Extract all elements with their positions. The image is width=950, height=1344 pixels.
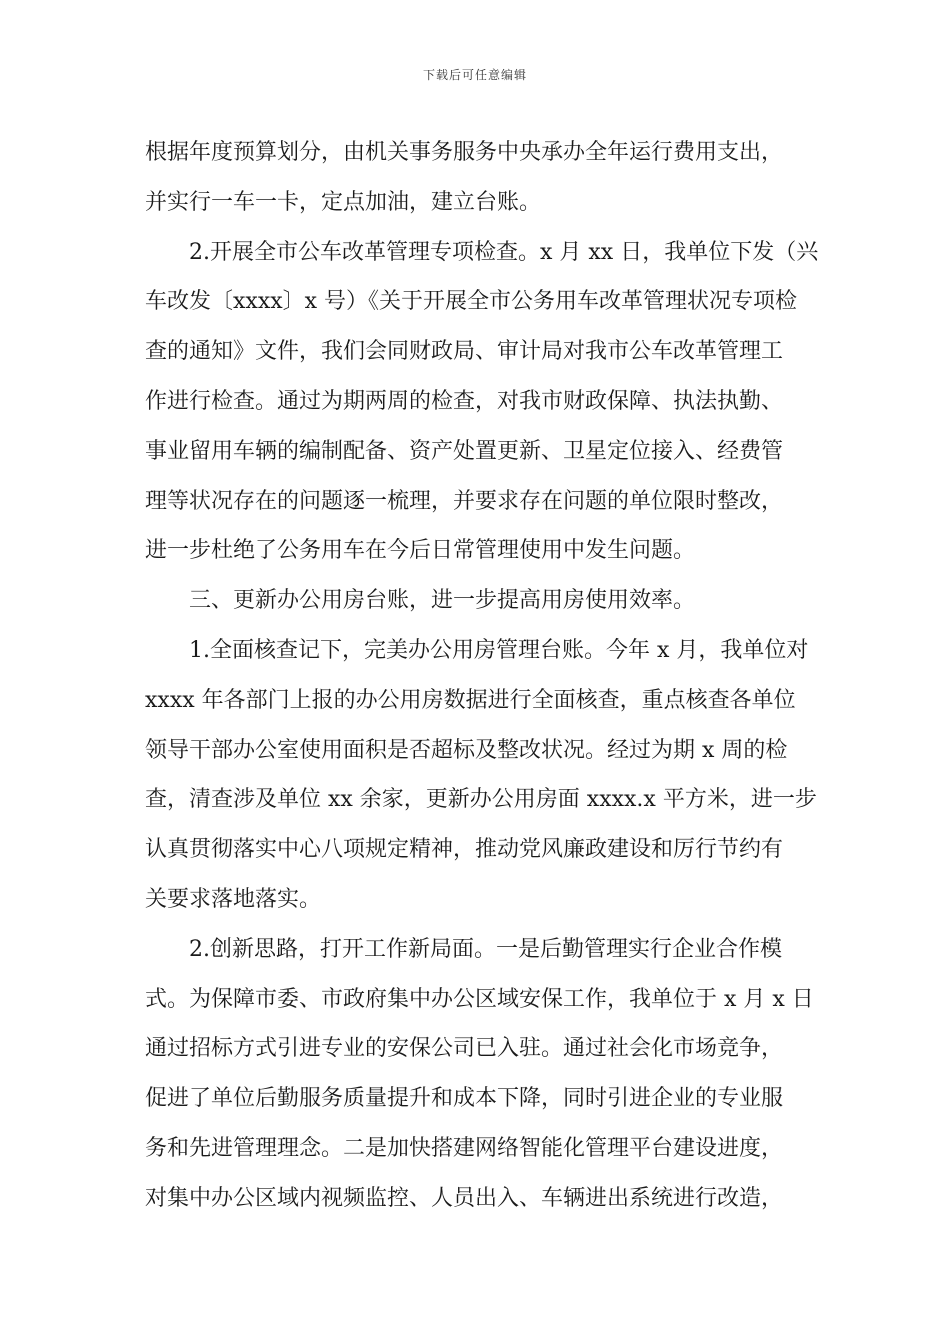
paragraph-4: [145, 925, 814, 1224]
text-line: 查，清查涉及单位 xx 余家，更新办公用房面 xxxx.x 平方米，进一步: [145, 787, 817, 813]
text-line: xxxx 年各部门上报的办公用房数据进行全面核查，重点核查各单位: [145, 687, 796, 713]
text-line: 2.开展全市公车改革管理专项检查。x 月 xx 日，我单位下发（兴: [189, 239, 819, 265]
text-line: 2.创新思路，打开工作新局面。一是后勤管理实行企业合作模: [189, 936, 782, 962]
text-line: 对集中办公区域内视频监控、人员出入、车辆进出系统进行改造，: [145, 1185, 784, 1211]
text-line: 进一步杜绝了公务用车在今后日常管理使用中发生问题。: [145, 538, 696, 564]
text-line: 事业留用车辆的编制配备、资产处置更新、卫星定位接入、经费管: [145, 438, 784, 464]
text-line: 并实行一车一卡，定点加油，建立台账。: [145, 189, 542, 215]
text-line: 三、更新办公用房台账，进一步提高用房使用效率。: [189, 588, 696, 614]
paragraph-2: [145, 228, 819, 577]
text-line: 促进了单位后勤服务质量提升和成本下降，同时引进企业的专业服: [145, 1086, 784, 1112]
text-line: 作进行检查。通过为期两周的检查，对我市财政保障、执法执勤、: [145, 388, 784, 414]
text-line: 车改发〔xxxx〕x 号）《关于开展全市公务用车改革管理状况专项检: [145, 289, 798, 315]
page-header: 下载后可任意编辑: [422, 68, 527, 82]
paragraph-3: [145, 626, 817, 925]
text-line: 认真贯彻落实中心八项规定精神，推动党风廉政建设和厉行节约有: [145, 837, 784, 863]
section-heading: [145, 576, 807, 626]
text-line: 查的通知》文件，我们会同财政局、审计局对我市公车改革管理工: [145, 339, 784, 365]
text-line: 领导干部办公室使用面积是否超标及整改状况。经过为期 x 周的检: [145, 737, 788, 763]
paragraph-1: [145, 128, 807, 228]
text-line: 通过招标方式引进专业的安保公司已入驻。通过社会化市场竞争，: [145, 1036, 784, 1062]
text-line: 务和先进管理理念。二是加快搭建网络智能化管理平台建设进度，: [145, 1135, 784, 1161]
text-line: 理等状况存在的问题逐一梳理，并要求存在问题的单位限时整改，: [145, 488, 784, 514]
text-line: 1.全面核查记下，完美办公用房管理台账。今年 x 月，我单位对: [189, 637, 809, 663]
text-line: 式。为保障市委、市政府集中办公区域安保工作，我单位于 x 月 x 日: [145, 986, 814, 1012]
text-line: 关要求落地落实。: [145, 886, 322, 912]
text-line: 根据年度预算划分，由机关事务服务中央承办全年运行费用支出，: [145, 140, 784, 165]
document-body: [145, 128, 819, 1224]
